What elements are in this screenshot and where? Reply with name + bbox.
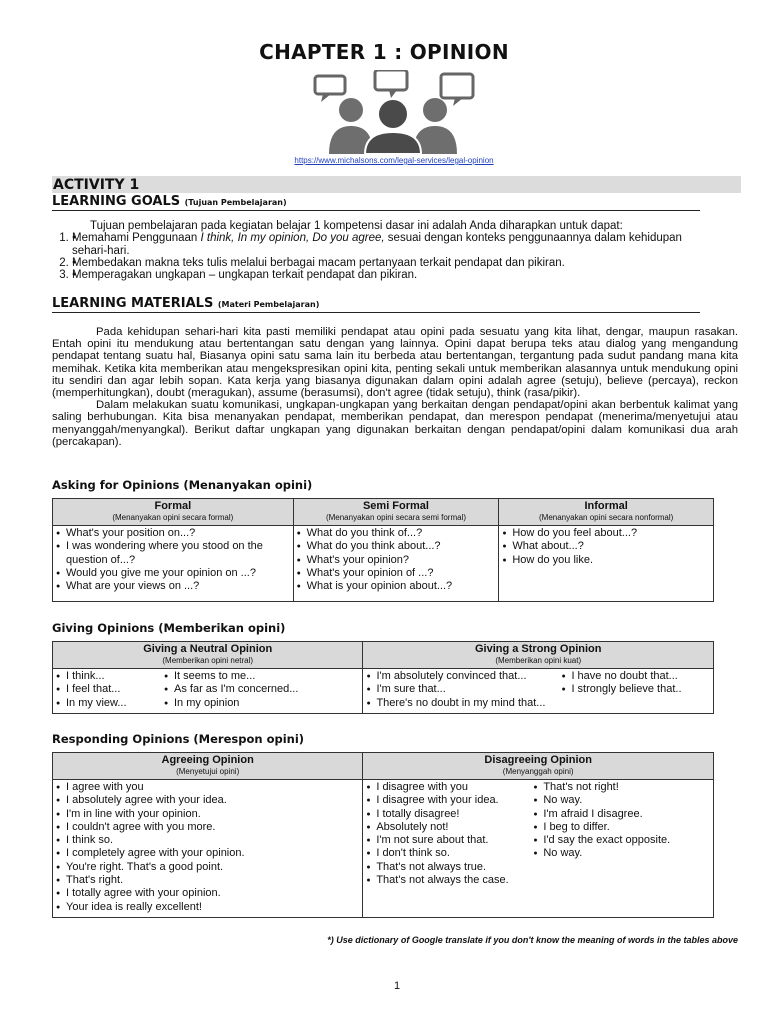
list-item: ● I totally agree with your opinion. — [56, 887, 359, 900]
learning-materials-heading — [52, 296, 700, 313]
list-item: ● In my opinion — [164, 697, 359, 710]
list-item: ● I think so. — [56, 834, 359, 847]
list-item: ● Your idea is really excellent! — [56, 901, 359, 914]
list-item: ● I'm afraid I disagree. — [533, 808, 710, 821]
asking-heading: Asking for Opinions (Menanyakan opini) — [52, 478, 313, 492]
asking-opinions-table — [52, 498, 714, 602]
goal-item: ● 1. Memahami Penggunaan I think, In my opinion, Do you agree, sesuai dengan konteks penggunaannya dalam kehidupan sehari-hari. — [72, 232, 712, 257]
list-item: ● I'm not sure about that. — [366, 834, 533, 847]
list-item: ● What is your opinion about...? — [297, 580, 496, 593]
table-header: Informal (Menanyakan opini secara nonformal) — [499, 499, 714, 526]
list-item: ● How do you feel about...? — [502, 527, 710, 540]
list-item: ● No way. — [533, 794, 710, 807]
list-item: ● That's not always true. — [366, 861, 533, 874]
list-item: ● I was wondering where you stood on the question of...? — [56, 540, 290, 567]
list-item: ● I don't think so. — [366, 847, 533, 860]
list-item: ● I'm sure that... — [366, 683, 561, 696]
table-cell — [53, 526, 294, 602]
table-header: Semi Formal (Menanyakan opini secara semi formal) — [293, 499, 499, 526]
list-item: ● I disagree with your idea. — [366, 794, 533, 807]
table-cell — [363, 780, 714, 918]
goal-item: ● 2. Membedakan makna teks tulis melalui berbagai macam pertanyaan terkait pendapat dan pikiran. — [72, 257, 712, 269]
list-item: ● Would you give me your opinion on ...? — [56, 567, 290, 580]
table-cell — [53, 780, 363, 918]
goal-item: ● 3. Memperagakan ungkapan – ungkapan terkait pendapat dan pikiran. — [72, 269, 712, 281]
list-item: ● I disagree with you — [366, 781, 533, 794]
list-item: ● I'd say the exact opposite. — [533, 834, 710, 847]
list-item: ● I have no doubt that... — [561, 670, 710, 683]
learning-goals-subtitle: (Tujuan Pembelajaran) — [184, 198, 287, 207]
list-item: ● That's right. — [56, 874, 359, 887]
table-header: Giving a Strong Opinion (Memberikan opini kuat) — [363, 642, 714, 669]
activity-label: ACTIVITY 1 — [52, 176, 741, 193]
list-item: ● That's not always the case. — [366, 874, 533, 887]
goals-intro: Tujuan pembelajaran pada kegiatan belajar 1 kompetensi dasar ini adalah Anda diharapkan untuk dapat: — [90, 220, 623, 232]
list-item: ● There's no doubt in my mind that... — [366, 697, 710, 710]
list-item: ● I strongly believe that.. — [561, 683, 710, 696]
list-item: ● I'm absolutely convinced that... — [366, 670, 561, 683]
goals-list — [52, 232, 712, 281]
source-link[interactable]: https://www.michalsons.com/legal-services/legal-opinion — [294, 156, 494, 165]
list-item: ● I think... — [56, 670, 164, 683]
chapter-title: CHAPTER 1 : OPINION — [259, 40, 509, 64]
table-header: Disagreeing Opinion (Menyanggah opini) — [363, 753, 714, 780]
table-header: Formal (Menanyakan opini secara formal) — [53, 499, 294, 526]
responding-opinions-table — [52, 752, 714, 918]
list-item: ● How do you like. — [502, 554, 710, 567]
table-cell — [363, 669, 714, 714]
giving-opinions-table — [52, 641, 714, 714]
learning-materials-subtitle: (Materi Pembelajaran) — [217, 300, 320, 309]
list-item: ● I agree with you — [56, 781, 359, 794]
people-speech-bubbles-icon — [309, 70, 477, 154]
footnote: *) Use dictionary of Google translate if you don't know the meaning of words in the tables above — [327, 935, 738, 945]
list-item: ● I couldn't agree with you more. — [56, 821, 359, 834]
list-item: ● No way. — [533, 847, 710, 860]
giving-heading: Giving Opinions (Memberikan opini) — [52, 621, 286, 635]
responding-heading: Responding Opinions (Merespon opini) — [52, 732, 305, 746]
table-header: Agreeing Opinion (Menyetujui opini) — [53, 753, 363, 780]
list-item: ● I feel that... — [56, 683, 164, 696]
materials-paragraph: Dalam melakukan suatu komunikasi, ungkapan-ungkapan yang berkaitan dengan pendapat/opini akan berbentuk kalimat yang saling berhubungan. Kita bisa menanyakan pendapat, memberikan pendapat, dan merespon pendapat (menerima/menyetujui atau menyanggah/menyangkal). Berikut daftar ungkapan yang digunakan berkaitan dengan pendapat/opini dalam komunikasi dua arah (percakapan). — [52, 399, 738, 448]
list-item: ● I beg to differ. — [533, 821, 710, 834]
learning-materials-title: LEARNING MATERIALS — [52, 296, 214, 311]
materials-paragraph: Pada kehidupan sehari-hari kita pasti memiliki pendapat atau opini pada sesuatu yang kita lihat, dengar, maupun rasakan. Entah opini itu mendukung atau bertentangan satu dengan yang lainnya. Opini dapat berupa teks atau dialog yang mengandung pendapat tentang suatu hal, Biasanya opini satu sama lain itu berbeda atau bertentangan, tergantung pada sudut pandang mana kita memihak. Ketika kita memberikan atau mengekspresikan opini kita, penting sekali untuk memberikan alasannya untuk mendukung opini itu sendiri dan agar lebih sopan. Kata kerja yang biasanya digunakan dalam opini adalah agree (setuju), believe (percaya), reckon (memperhitungkan), doubt (meragukan), assume (berasumsi), don't agree (tidak setuju), think (rasa/pikir). — [52, 326, 738, 400]
list-item: ● What's your opinion of ...? — [297, 567, 496, 580]
table-header: Giving a Neutral Opinion (Memberikan opini netral) — [53, 642, 363, 669]
list-item: ● Absolutely not! — [366, 821, 533, 834]
list-item: ● What's your opinion? — [297, 554, 496, 567]
learning-goals-body — [52, 220, 712, 281]
list-item: ● I absolutely agree with your idea. — [56, 794, 359, 807]
learning-goals-heading — [52, 194, 700, 211]
list-item: ● What about...? — [502, 540, 710, 553]
list-item: ● I'm in line with your opinion. — [56, 808, 359, 821]
learning-materials-body — [52, 326, 738, 448]
list-item: ● I totally disagree! — [366, 808, 533, 821]
list-item: ● What do you think of...? — [297, 527, 496, 540]
table-cell — [293, 526, 499, 602]
table-cell — [53, 669, 363, 714]
list-item: ● What are your views on ...? — [56, 580, 290, 593]
list-item: ● It seems to me... — [164, 670, 359, 683]
list-item: ● That's not right! — [533, 781, 710, 794]
page-number: 1 — [393, 980, 401, 992]
list-item: ● What's your position on...? — [56, 527, 290, 540]
learning-goals-title: LEARNING GOALS — [52, 194, 181, 209]
list-item: ● I completely agree with your opinion. — [56, 847, 359, 860]
list-item: ● What do you think about...? — [297, 540, 496, 553]
list-item: ● You're right. That's a good point. — [56, 861, 359, 874]
table-cell — [499, 526, 714, 602]
list-item: ● In my view... — [56, 697, 164, 710]
list-item: ● As far as I'm concerned... — [164, 683, 359, 696]
